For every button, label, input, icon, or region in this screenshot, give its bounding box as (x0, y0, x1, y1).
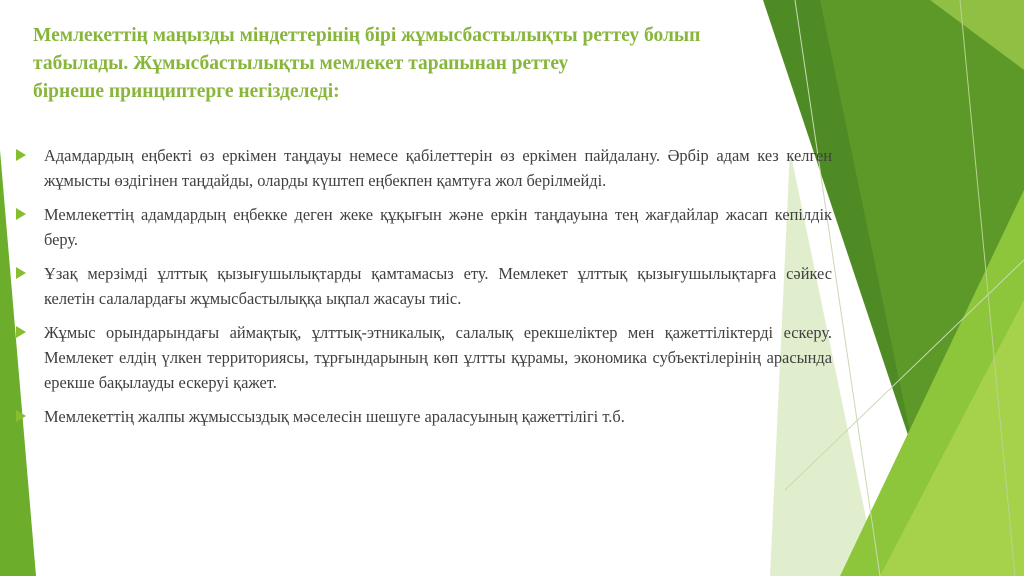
triangle-bullet-icon (16, 326, 26, 338)
triangle-bullet-icon (16, 410, 26, 422)
title-line-2: табылады. Жұмысбастылықты мемлекет тарапынан реттеу (33, 53, 569, 74)
bullet-item (16, 261, 832, 311)
bullet-list (16, 143, 832, 438)
bullet-item (16, 404, 832, 429)
bullet-text: Адамдардың еңбекті өз еркімен таңдауы немесе қабілеттерін өз еркімен пайдалану. Әрбір адам кез келген жұмысты өздігінен таңдайды, оларды күштеп еңбекпен қамтуға жол берілмейді. (44, 146, 832, 190)
triangle-bullet-icon (16, 208, 26, 220)
slide-title (33, 22, 833, 106)
triangle-bullet-icon (16, 149, 26, 161)
triangle-bullet-icon (16, 267, 26, 279)
bullet-text: Ұзақ мерзімді ұлттық қызығушылықтарды қамтамасыз ету. Мемлекет ұлттық қызығушылықтарға сәйкес келетін салалардағы жұмысбастылыққа ықпал жасауы тиіс. (44, 264, 832, 308)
bullet-item (16, 320, 832, 395)
bullet-text: Мемлекеттің жалпы жұмыссыздық мәселесін шешуге араласуының қажеттілігі т.б. (44, 407, 625, 426)
bullet-item (16, 202, 832, 252)
bullet-text: Жұмыс орындарындағы аймақтық, ұлттық-этникалық, салалық ерекшеліктер мен қажеттіліктерді ескеру. Мемлекет елдің үлкен территориясы, тұрғындарының көп ұлтты құрамы, экономика субъектілерінің арасында ерекше бақылауды ескеруі қажет. (44, 323, 832, 392)
title-line-1: Мемлекеттің маңызды міндеттерінің бірі жұмысбастылықты реттеу болып (33, 25, 701, 46)
title-line-3: бірнеше принциптерге негізделеді: (33, 81, 340, 102)
bullet-text: Мемлекеттің адамдардың еңбекке деген жеке құқығын және еркін таңдауына тең жағдайлар жасап кепілдік беру. (44, 205, 832, 249)
bullet-item (16, 143, 832, 193)
